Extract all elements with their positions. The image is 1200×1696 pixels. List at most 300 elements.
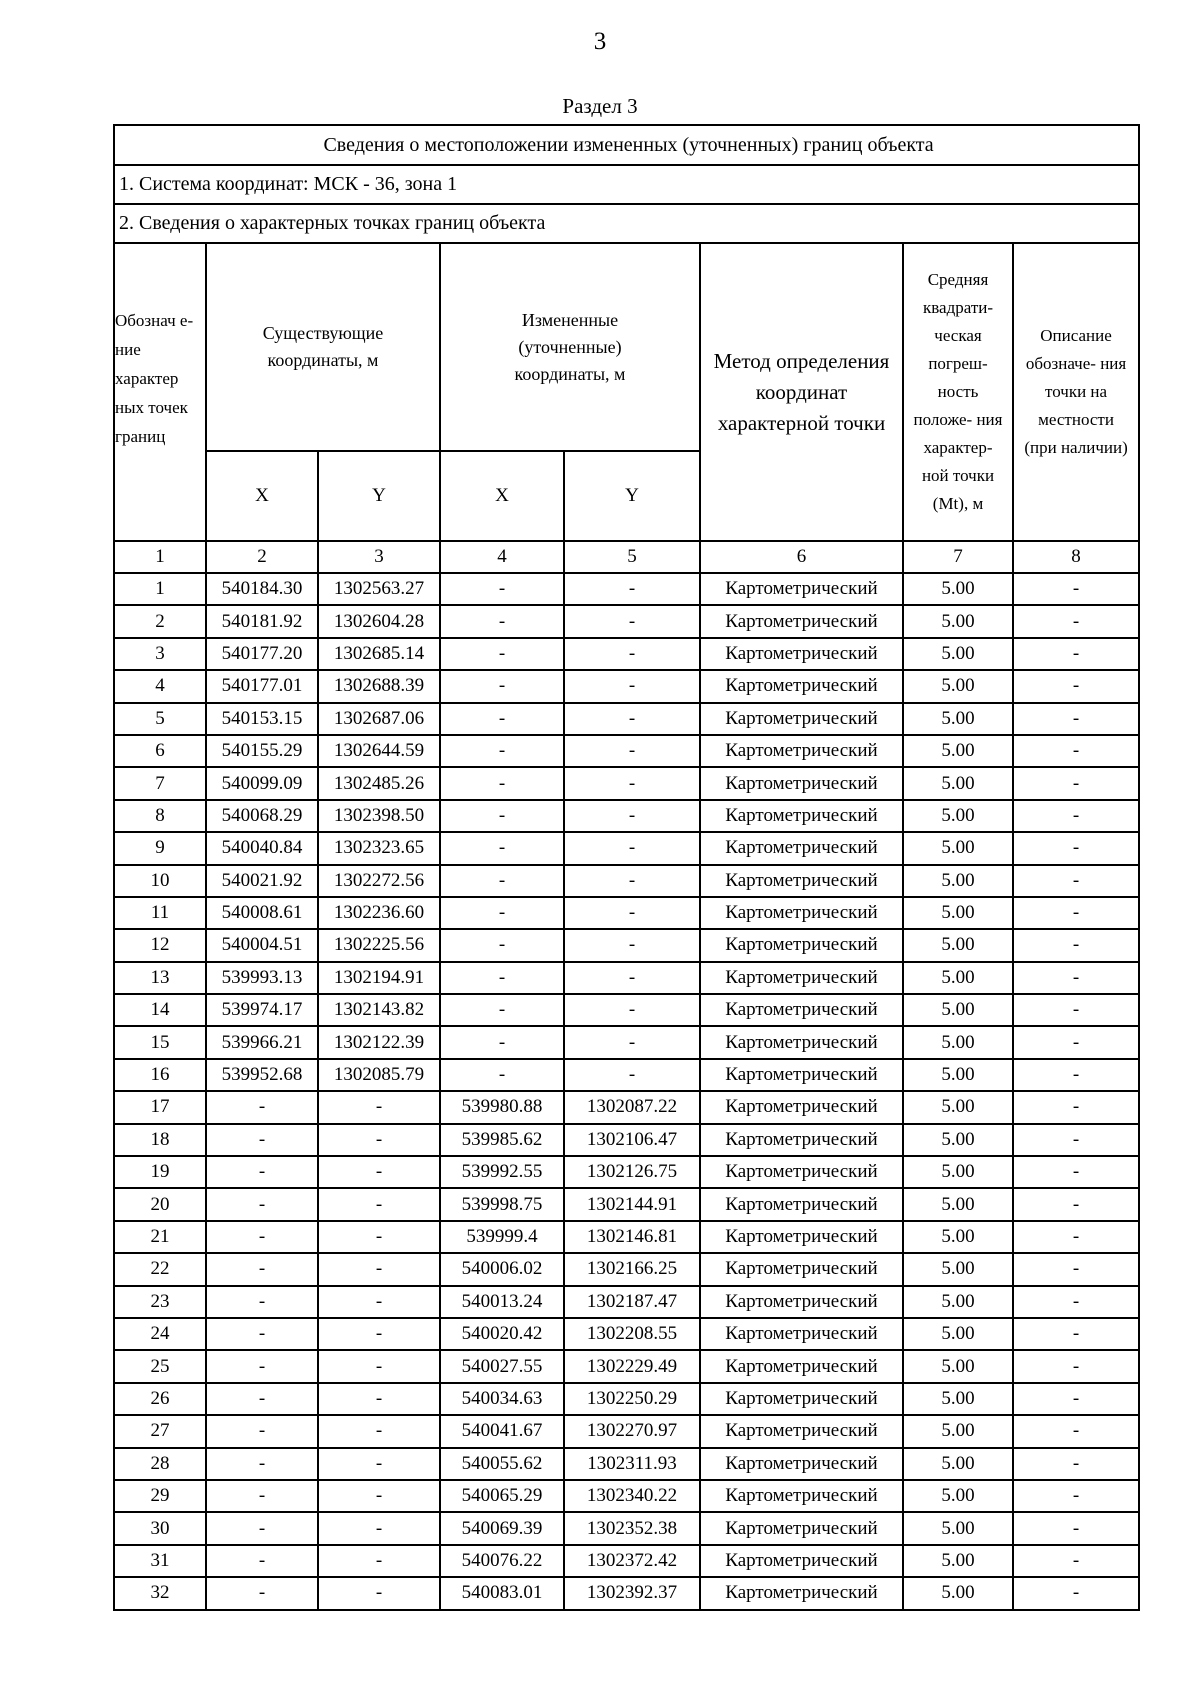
point-number-cell: 10 [114, 865, 206, 897]
existing-y-cell: - [318, 1448, 440, 1480]
method-cell: Картометрический [700, 929, 903, 961]
point-number-cell: 1 [114, 573, 206, 605]
existing-y-cell: - [318, 1480, 440, 1512]
existing-x-cell: - [206, 1448, 318, 1480]
table-row [114, 573, 1139, 605]
mean-error-cell: 5.00 [903, 832, 1013, 864]
mean-error-cell: 5.00 [903, 1188, 1013, 1220]
method-cell: Картометрический [700, 1221, 903, 1253]
existing-x-cell: 540068.29 [206, 800, 318, 832]
mean-error-cell: 5.00 [903, 1350, 1013, 1382]
existing-y-cell: 1302323.65 [318, 832, 440, 864]
existing-x-cell: 539952.68 [206, 1059, 318, 1091]
mean-error-cell: 5.00 [903, 1577, 1013, 1609]
changed-y-cell: 1302187.47 [564, 1286, 700, 1318]
existing-x-cell: - [206, 1318, 318, 1350]
changed-y-cell: 1302392.37 [564, 1577, 700, 1609]
description-cell: - [1013, 1286, 1139, 1318]
existing-y-cell: 1302485.26 [318, 767, 440, 799]
method-cell: Картометрический [700, 1124, 903, 1156]
changed-y-cell: 1302144.91 [564, 1188, 700, 1220]
header-error: Средняя квадрати- ческая погреш- ность положе- ния характер- ной точки (Mt), м [903, 243, 1013, 541]
point-number-cell: 32 [114, 1577, 206, 1609]
point-number-cell: 8 [114, 800, 206, 832]
header-designation: Обознач е-ние характер ных точек границ [114, 243, 206, 541]
existing-x-cell: - [206, 1091, 318, 1123]
existing-y-cell: 1302225.56 [318, 929, 440, 961]
header-existing-x: X [206, 451, 318, 541]
method-cell: Картометрический [700, 1026, 903, 1058]
table-row [114, 1286, 1139, 1318]
description-cell: - [1013, 735, 1139, 767]
changed-y-cell: - [564, 573, 700, 605]
table-row [114, 1480, 1139, 1512]
description-cell: - [1013, 1124, 1139, 1156]
point-number-cell: 29 [114, 1480, 206, 1512]
mean-error-cell: 5.00 [903, 735, 1013, 767]
existing-y-cell: 1302143.82 [318, 994, 440, 1026]
table-row [114, 605, 1139, 637]
existing-y-cell: 1302563.27 [318, 573, 440, 605]
changed-y-cell: - [564, 670, 700, 702]
point-number-cell: 13 [114, 962, 206, 994]
point-number-cell: 6 [114, 735, 206, 767]
description-cell: - [1013, 1577, 1139, 1609]
changed-x-cell: - [440, 1059, 564, 1091]
boundary-points-table [113, 124, 1140, 1611]
method-cell: Картометрический [700, 800, 903, 832]
mean-error-cell: 5.00 [903, 897, 1013, 929]
mean-error-cell: 5.00 [903, 670, 1013, 702]
column-number: 1 [114, 541, 206, 573]
description-cell: - [1013, 897, 1139, 929]
existing-y-cell: - [318, 1415, 440, 1447]
table-row [114, 1415, 1139, 1447]
changed-x-cell: 540069.39 [440, 1512, 564, 1544]
method-cell: Картометрический [700, 1480, 903, 1512]
table-row [114, 1221, 1139, 1253]
changed-x-cell: 539999.4 [440, 1221, 564, 1253]
existing-x-cell: 540155.29 [206, 735, 318, 767]
existing-y-cell: 1302688.39 [318, 670, 440, 702]
table-row [114, 1577, 1139, 1609]
existing-x-cell: 540004.51 [206, 929, 318, 961]
point-number-cell: 19 [114, 1156, 206, 1188]
changed-y-cell: - [564, 638, 700, 670]
point-number-cell: 20 [114, 1188, 206, 1220]
changed-x-cell: 540055.62 [440, 1448, 564, 1480]
existing-y-cell: 1302685.14 [318, 638, 440, 670]
description-cell: - [1013, 800, 1139, 832]
existing-y-cell: - [318, 1545, 440, 1577]
mean-error-cell: 5.00 [903, 929, 1013, 961]
point-number-cell: 18 [114, 1124, 206, 1156]
mean-error-cell: 5.00 [903, 1156, 1013, 1188]
method-cell: Картометрический [700, 1156, 903, 1188]
changed-y-cell: 1302250.29 [564, 1383, 700, 1415]
changed-x-cell: - [440, 735, 564, 767]
table-row [114, 638, 1139, 670]
changed-x-cell: - [440, 962, 564, 994]
page-number: 3 [593, 28, 607, 55]
description-cell: - [1013, 994, 1139, 1026]
mean-error-cell: 5.00 [903, 1221, 1013, 1253]
existing-y-cell: - [318, 1221, 440, 1253]
existing-y-cell: 1302085.79 [318, 1059, 440, 1091]
table-row [114, 1156, 1139, 1188]
changed-y-cell: - [564, 994, 700, 1026]
description-cell: - [1013, 670, 1139, 702]
description-cell: - [1013, 638, 1139, 670]
changed-x-cell: 540013.24 [440, 1286, 564, 1318]
mean-error-cell: 5.00 [903, 994, 1013, 1026]
point-number-cell: 9 [114, 832, 206, 864]
point-number-cell: 21 [114, 1221, 206, 1253]
mean-error-cell: 5.00 [903, 1415, 1013, 1447]
changed-x-cell: - [440, 703, 564, 735]
existing-y-cell: 1302236.60 [318, 897, 440, 929]
existing-x-cell: - [206, 1286, 318, 1318]
mean-error-cell: 5.00 [903, 1318, 1013, 1350]
existing-y-cell: - [318, 1124, 440, 1156]
existing-y-cell: - [318, 1286, 440, 1318]
table-row [114, 865, 1139, 897]
header-method: Метод определения координат характерной точки [700, 243, 903, 541]
method-cell: Картометрический [700, 767, 903, 799]
changed-y-cell: 1302087.22 [564, 1091, 700, 1123]
column-number: 5 [564, 541, 700, 573]
point-number-cell: 17 [114, 1091, 206, 1123]
coordinate-system: 1. Система координат: МСК - 36, зона 1 [114, 165, 1139, 204]
existing-x-cell: 540153.15 [206, 703, 318, 735]
existing-y-cell: 1302272.56 [318, 865, 440, 897]
point-number-cell: 30 [114, 1512, 206, 1544]
mean-error-cell: 5.00 [903, 703, 1013, 735]
changed-x-cell: 540065.29 [440, 1480, 564, 1512]
table-row [114, 994, 1139, 1026]
existing-y-cell: 1302398.50 [318, 800, 440, 832]
changed-y-cell: - [564, 962, 700, 994]
method-cell: Картометрический [700, 897, 903, 929]
point-number-cell: 4 [114, 670, 206, 702]
changed-x-cell: - [440, 573, 564, 605]
changed-y-cell: 1302229.49 [564, 1350, 700, 1382]
changed-x-cell: 540027.55 [440, 1350, 564, 1382]
existing-x-cell: 540181.92 [206, 605, 318, 637]
existing-y-cell: - [318, 1091, 440, 1123]
changed-y-cell: - [564, 832, 700, 864]
changed-y-cell: - [564, 1059, 700, 1091]
existing-y-cell: - [318, 1383, 440, 1415]
description-cell: - [1013, 1253, 1139, 1285]
existing-x-cell: - [206, 1415, 318, 1447]
point-number-cell: 26 [114, 1383, 206, 1415]
mean-error-cell: 5.00 [903, 1124, 1013, 1156]
method-cell: Картометрический [700, 605, 903, 637]
header-existing-coords: Существующие координаты, м [206, 243, 440, 451]
mean-error-cell: 5.00 [903, 638, 1013, 670]
point-number-cell: 31 [114, 1545, 206, 1577]
mean-error-cell: 5.00 [903, 1448, 1013, 1480]
point-number-cell: 15 [114, 1026, 206, 1058]
existing-y-cell: - [318, 1577, 440, 1609]
mean-error-cell: 5.00 [903, 1480, 1013, 1512]
table-row [114, 767, 1139, 799]
changed-x-cell: - [440, 670, 564, 702]
description-cell: - [1013, 1091, 1139, 1123]
table-row [114, 1026, 1139, 1058]
existing-x-cell: 540008.61 [206, 897, 318, 929]
changed-x-cell: 540034.63 [440, 1383, 564, 1415]
changed-x-cell: - [440, 865, 564, 897]
description-cell: - [1013, 1188, 1139, 1220]
existing-x-cell: - [206, 1577, 318, 1609]
point-number-cell: 22 [114, 1253, 206, 1285]
mean-error-cell: 5.00 [903, 767, 1013, 799]
method-cell: Картометрический [700, 962, 903, 994]
table-row [114, 1091, 1139, 1123]
changed-y-cell: - [564, 897, 700, 929]
mean-error-cell: 5.00 [903, 1059, 1013, 1091]
points-heading: 2. Сведения о характерных точках границ объекта [114, 204, 1139, 243]
method-cell: Картометрический [700, 865, 903, 897]
existing-y-cell: - [318, 1253, 440, 1285]
changed-y-cell: 1302106.47 [564, 1124, 700, 1156]
existing-x-cell: - [206, 1156, 318, 1188]
method-cell: Картометрический [700, 994, 903, 1026]
table-row [114, 962, 1139, 994]
description-cell: - [1013, 1026, 1139, 1058]
point-number-cell: 28 [114, 1448, 206, 1480]
existing-x-cell: - [206, 1383, 318, 1415]
point-number-cell: 5 [114, 703, 206, 735]
table-row [114, 897, 1139, 929]
description-cell: - [1013, 865, 1139, 897]
table-row [114, 703, 1139, 735]
point-number-cell: 25 [114, 1350, 206, 1382]
method-cell: Картометрический [700, 735, 903, 767]
changed-y-cell: - [564, 929, 700, 961]
changed-x-cell: - [440, 605, 564, 637]
changed-y-cell: 1302208.55 [564, 1318, 700, 1350]
description-cell: - [1013, 1221, 1139, 1253]
point-number-cell: 14 [114, 994, 206, 1026]
changed-y-cell: - [564, 703, 700, 735]
existing-x-cell: - [206, 1253, 318, 1285]
point-number-cell: 24 [114, 1318, 206, 1350]
table-row [114, 800, 1139, 832]
changed-x-cell: - [440, 638, 564, 670]
changed-x-cell: - [440, 994, 564, 1026]
column-number: 2 [206, 541, 318, 573]
description-cell: - [1013, 1383, 1139, 1415]
existing-x-cell: 539966.21 [206, 1026, 318, 1058]
existing-x-cell: 540184.30 [206, 573, 318, 605]
existing-y-cell: 1302644.59 [318, 735, 440, 767]
column-number: 3 [318, 541, 440, 573]
point-number-cell: 16 [114, 1059, 206, 1091]
mean-error-cell: 5.00 [903, 1091, 1013, 1123]
description-cell: - [1013, 929, 1139, 961]
existing-x-cell: 539993.13 [206, 962, 318, 994]
method-cell: Картометрический [700, 832, 903, 864]
method-cell: Картометрический [700, 1253, 903, 1285]
table-title: Сведения о местоположении измененных (уточненных) границ объекта [114, 125, 1139, 165]
header-changed-coords: Измененные (уточненные) координаты, м [440, 243, 700, 451]
existing-y-cell: - [318, 1188, 440, 1220]
existing-y-cell: 1302604.28 [318, 605, 440, 637]
existing-y-cell: - [318, 1318, 440, 1350]
changed-x-cell: - [440, 897, 564, 929]
table-row [114, 1448, 1139, 1480]
description-cell: - [1013, 832, 1139, 864]
table-row [114, 929, 1139, 961]
header-existing-y: Y [318, 451, 440, 541]
point-number-cell: 3 [114, 638, 206, 670]
method-cell: Картометрический [700, 1383, 903, 1415]
changed-x-cell: 540083.01 [440, 1577, 564, 1609]
column-number: 4 [440, 541, 564, 573]
existing-x-cell: - [206, 1124, 318, 1156]
table-row [114, 670, 1139, 702]
method-cell: Картометрический [700, 703, 903, 735]
mean-error-cell: 5.00 [903, 865, 1013, 897]
header-changed-y: Y [564, 451, 700, 541]
changed-y-cell: 1302166.25 [564, 1253, 700, 1285]
method-cell: Картометрический [700, 1091, 903, 1123]
description-cell: - [1013, 1415, 1139, 1447]
section-title: Раздел 3 [562, 94, 638, 118]
existing-x-cell: - [206, 1221, 318, 1253]
description-cell: - [1013, 767, 1139, 799]
existing-x-cell: - [206, 1480, 318, 1512]
changed-y-cell: 1302126.75 [564, 1156, 700, 1188]
mean-error-cell: 5.00 [903, 605, 1013, 637]
column-number: 8 [1013, 541, 1139, 573]
existing-x-cell: - [206, 1545, 318, 1577]
method-cell: Картометрический [700, 1188, 903, 1220]
description-cell: - [1013, 703, 1139, 735]
changed-y-cell: - [564, 865, 700, 897]
description-cell: - [1013, 1156, 1139, 1188]
changed-x-cell: 540076.22 [440, 1545, 564, 1577]
table-row [114, 1059, 1139, 1091]
changed-x-cell: - [440, 767, 564, 799]
changed-x-cell: 539992.55 [440, 1156, 564, 1188]
column-number: 6 [700, 541, 903, 573]
mean-error-cell: 5.00 [903, 1026, 1013, 1058]
changed-y-cell: 1302311.93 [564, 1448, 700, 1480]
existing-y-cell: - [318, 1156, 440, 1188]
description-cell: - [1013, 1512, 1139, 1544]
changed-x-cell: - [440, 800, 564, 832]
table-row [114, 1318, 1139, 1350]
method-cell: Картометрический [700, 1448, 903, 1480]
changed-x-cell: - [440, 1026, 564, 1058]
mean-error-cell: 5.00 [903, 1545, 1013, 1577]
method-cell: Картометрический [700, 1512, 903, 1544]
method-cell: Картометрический [700, 1350, 903, 1382]
changed-x-cell: 540041.67 [440, 1415, 564, 1447]
changed-y-cell: - [564, 767, 700, 799]
changed-x-cell: 539980.88 [440, 1091, 564, 1123]
table-row [114, 1512, 1139, 1544]
changed-y-cell: - [564, 605, 700, 637]
method-cell: Картометрический [700, 1286, 903, 1318]
description-cell: - [1013, 1350, 1139, 1382]
mean-error-cell: 5.00 [903, 1383, 1013, 1415]
mean-error-cell: 5.00 [903, 800, 1013, 832]
changed-y-cell: - [564, 1026, 700, 1058]
description-cell: - [1013, 1545, 1139, 1577]
method-cell: Картометрический [700, 1577, 903, 1609]
existing-x-cell: 540099.09 [206, 767, 318, 799]
description-cell: - [1013, 1448, 1139, 1480]
existing-x-cell: 540040.84 [206, 832, 318, 864]
table-row [114, 1253, 1139, 1285]
mean-error-cell: 5.00 [903, 1512, 1013, 1544]
existing-x-cell: 540177.01 [206, 670, 318, 702]
changed-y-cell: - [564, 800, 700, 832]
description-cell: - [1013, 1318, 1139, 1350]
point-number-cell: 23 [114, 1286, 206, 1318]
mean-error-cell: 5.00 [903, 1253, 1013, 1285]
changed-x-cell: 539985.62 [440, 1124, 564, 1156]
table-row [114, 1545, 1139, 1577]
point-number-cell: 2 [114, 605, 206, 637]
table-row [114, 832, 1139, 864]
table-row [114, 1383, 1139, 1415]
changed-x-cell: - [440, 832, 564, 864]
point-number-cell: 12 [114, 929, 206, 961]
changed-y-cell: 1302372.42 [564, 1545, 700, 1577]
changed-x-cell: - [440, 929, 564, 961]
method-cell: Картометрический [700, 670, 903, 702]
existing-x-cell: 539974.17 [206, 994, 318, 1026]
point-number-cell: 11 [114, 897, 206, 929]
existing-y-cell: 1302122.39 [318, 1026, 440, 1058]
existing-x-cell: - [206, 1188, 318, 1220]
existing-y-cell: - [318, 1350, 440, 1382]
point-number-cell: 7 [114, 767, 206, 799]
changed-y-cell: 1302270.97 [564, 1415, 700, 1447]
description-cell: - [1013, 605, 1139, 637]
existing-x-cell: 540021.92 [206, 865, 318, 897]
mean-error-cell: 5.00 [903, 573, 1013, 605]
changed-x-cell: 540020.42 [440, 1318, 564, 1350]
header-changed-x: X [440, 451, 564, 541]
table-row [114, 735, 1139, 767]
existing-y-cell: 1302687.06 [318, 703, 440, 735]
column-number-row [114, 541, 1139, 573]
table-row [114, 1124, 1139, 1156]
method-cell: Картометрический [700, 1059, 903, 1091]
method-cell: Картометрический [700, 573, 903, 605]
column-number: 7 [903, 541, 1013, 573]
method-cell: Картометрический [700, 638, 903, 670]
existing-x-cell: 540177.20 [206, 638, 318, 670]
mean-error-cell: 5.00 [903, 1286, 1013, 1318]
method-cell: Картометрический [700, 1415, 903, 1447]
existing-x-cell: - [206, 1350, 318, 1382]
table-row [114, 1188, 1139, 1220]
changed-y-cell: 1302352.38 [564, 1512, 700, 1544]
mean-error-cell: 5.00 [903, 962, 1013, 994]
point-number-cell: 27 [114, 1415, 206, 1447]
table-row [114, 1350, 1139, 1382]
existing-y-cell: - [318, 1512, 440, 1544]
method-cell: Картометрический [700, 1318, 903, 1350]
